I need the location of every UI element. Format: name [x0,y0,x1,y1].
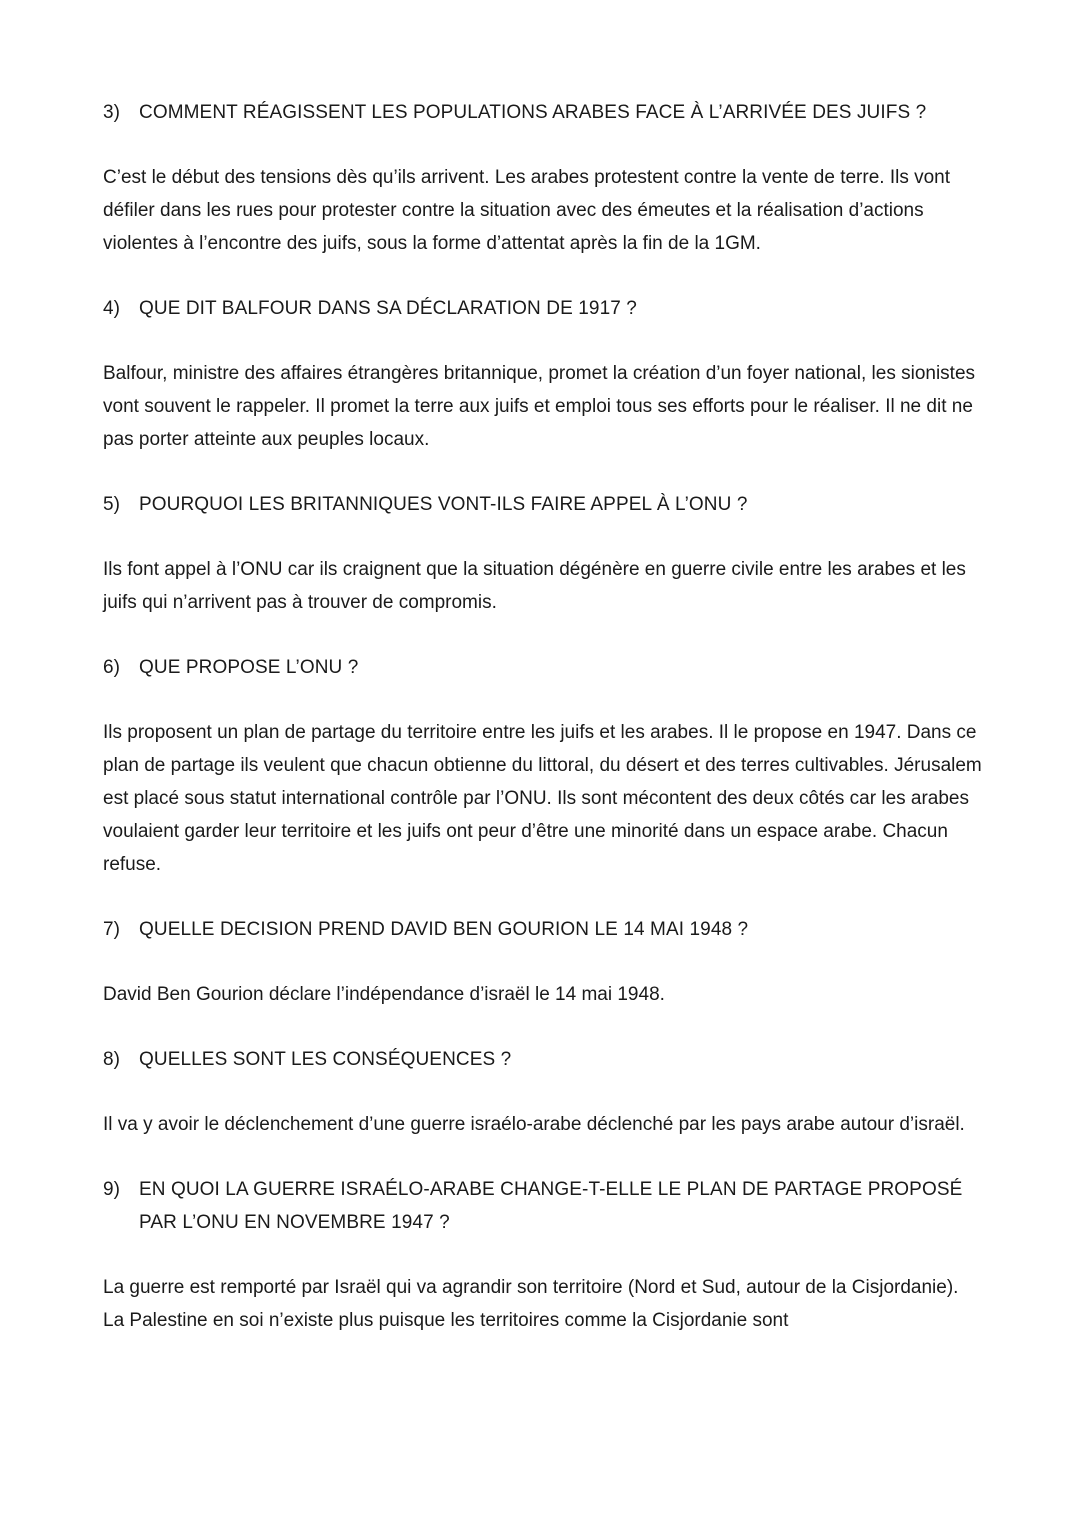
question-heading [103,292,983,325]
question-text: QUE PROPOSE L’ONU ? [139,657,359,678]
answer-paragraph: Balfour, ministre des affaires étrangères britannique, promet la création d’un foyer national, les sionistes vont souvent le rappeler. Il promet la terre aux juifs et emploi tous ses efforts pour le réaliser. Il ne dit ne pas porter atteinte aux peuples locaux. [103,363,976,450]
section-9 [103,1173,983,1337]
section-7 [103,913,983,1043]
question-number: 9) [103,1179,121,1200]
question-number: 5) [103,494,121,515]
question-heading [103,913,983,946]
answer-paragraph: Ils proposent un plan de partage du territoire entre les juifs et les arabes. Il le propose en 1947. Dans ce plan de partage ils veulent que chacun obtienne du littoral, du désert et des terres cultivables. Jérusalem est placé sous statut international contrôle par l’ONU. Ils sont mécontent des deux côtés car les arabes voulaient garder leur territoire et les juifs ont peur d’être une minorité dans un espace arabe. Chacun refuse. [103,722,982,875]
section-4 [103,292,983,488]
answer-paragraph: David Ben Gourion déclare l’indépendance d’israël le 14 mai 1948. [103,984,665,1005]
question-text: EN QUOI LA GUERRE ISRAÉLO-ARABE CHANGE-T-ELLE LE PLAN DE PARTAGE PROPOSÉ PAR L’ONU EN NOVEMBRE 1947 ? [139,1179,963,1233]
answer-paragraph: Ils font appel à l’ONU car ils craignent que la situation dégénère en guerre civile entre les arabes et les juifs qui n’arrivent pas à trouver de compromis. [103,559,966,613]
question-number: 6) [103,657,121,678]
question-text: QUELLE DECISION PREND DAVID BEN GOURION LE 14 MAI 1948 ? [139,919,749,940]
question-heading [103,488,983,521]
question-number: 8) [103,1049,121,1070]
question-number: 7) [103,919,121,940]
question-number: 3) [103,102,121,123]
section-3 [103,96,983,292]
question-text: QUE DIT BALFOUR DANS SA DÉCLARATION DE 1917 ? [139,298,637,319]
answer-paragraph: C’est le début des tensions dès qu’ils arrivent. Les arabes protestent contre la vente de terre. Ils vont défiler dans les rues pour protester contre la situation avec des émeutes et la réalisation d’actions violentes à l’encontre des juifs, sous la forme d’attentat après la fin de la 1GM. [103,167,951,254]
question-text: QUELLES SONT LES CONSÉQUENCES ? [139,1049,512,1070]
section-6 [103,651,983,913]
question-heading [103,96,983,129]
document-content [103,96,983,1337]
question-text: COMMENT RÉAGISSENT LES POPULATIONS ARABES FACE À L’ARRIVÉE DES JUIFS ? [139,102,927,123]
answer-paragraph: La guerre est remporté par Israël qui va agrandir son territoire (Nord et Sud, autour de la Cisjordanie). La Palestine en soi n’existe plus puisque les territoires comme la Cisjordanie sont [103,1277,959,1331]
question-number: 4) [103,298,121,319]
question-heading [103,1043,983,1076]
section-5 [103,488,983,651]
question-text: POURQUOI LES BRITANNIQUES VONT-ILS FAIRE APPEL À L’ONU ? [139,494,748,515]
answer-paragraph: Il va y avoir le déclenchement d’une guerre israélo-arabe déclenché par les pays arabe autour d’israël. [103,1114,965,1135]
question-heading [103,1173,983,1239]
section-8 [103,1043,983,1173]
question-heading [103,651,983,684]
